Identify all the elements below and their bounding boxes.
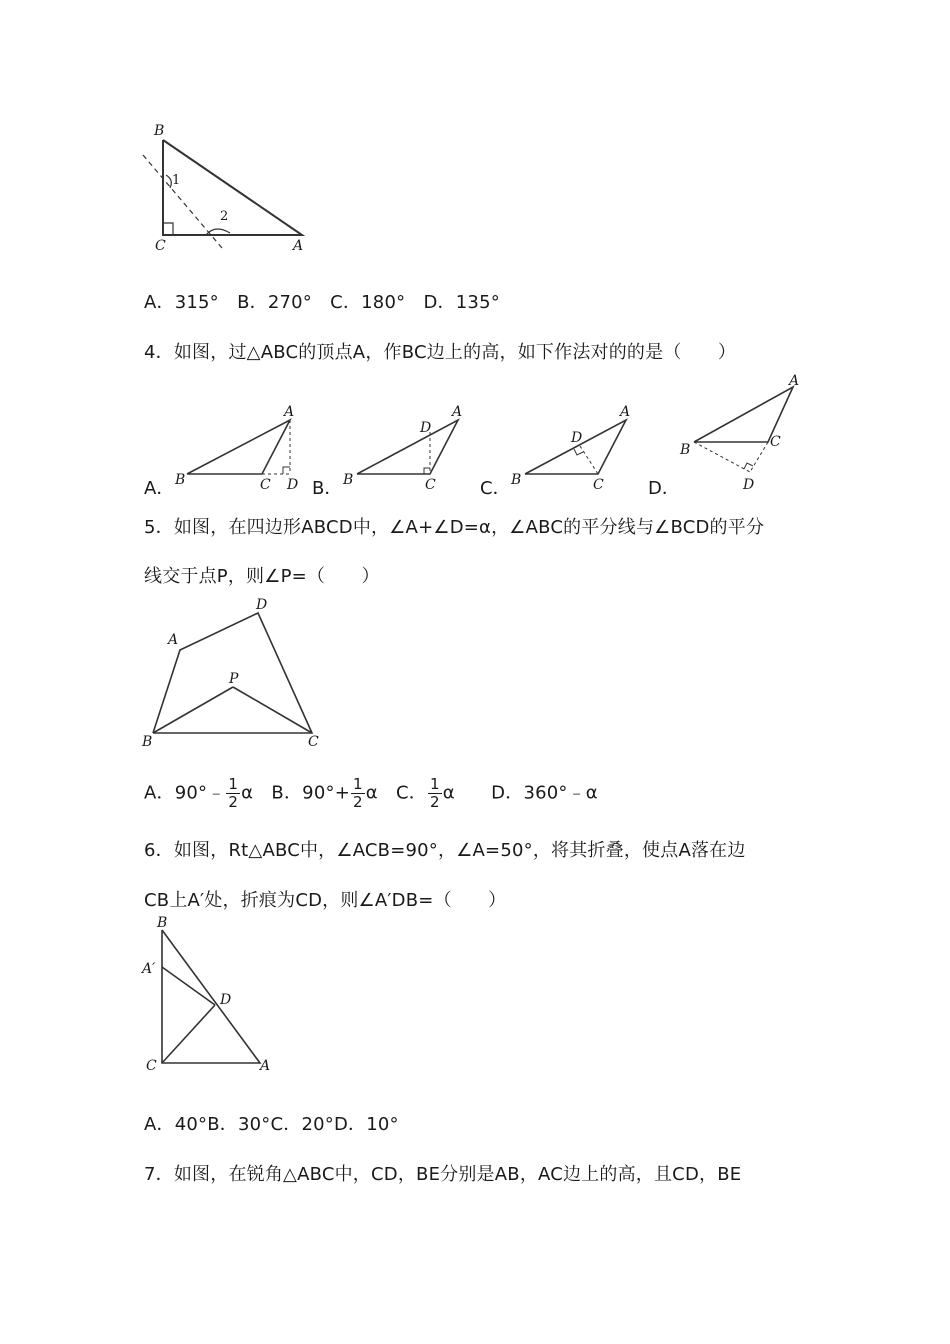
q5-fraction-c-num: 1 (429, 775, 440, 793)
q5-fraction-c (428, 776, 442, 811)
q4d-label-B: B (680, 442, 691, 458)
q6-label-D: D (220, 992, 232, 1008)
q5-options (144, 776, 598, 811)
q3-label-B: B (154, 123, 165, 139)
q4c-label-B: B (511, 472, 522, 488)
q3-label-1: 1 (172, 173, 181, 188)
q5-stem-line1: 5．如图，在四边形ABCD中，∠A+∠D=α，∠ABC的平分线与∠BCD的平分 (144, 517, 765, 538)
q3-label-2: 2 (220, 209, 229, 224)
q4a-label-D: D (287, 477, 299, 493)
q5-figure (140, 595, 340, 755)
q4b-label-C: C (425, 477, 436, 493)
q4-figure-a (170, 400, 310, 495)
q6-stem-line1: 6．如图，Rt△ABC中，∠ACB=90°，∠A=50°，将其折叠，使点A落在边 (144, 840, 746, 861)
q5-fraction-c-den: 2 (429, 793, 440, 811)
q4-option-b: B． (312, 478, 343, 499)
q5-option-b-prefix: α B．90°+ (241, 782, 350, 804)
q4b-label-B: B (343, 472, 354, 488)
q4b-label-A: A (452, 404, 463, 420)
q5-fraction-b-den: 2 (352, 793, 363, 811)
q4d-label-A: A (789, 373, 800, 389)
q6-figure (140, 915, 290, 1080)
q5-label-D: D (256, 597, 268, 613)
q5-label-A: A (168, 632, 179, 648)
q4a-label-C: C (260, 477, 271, 493)
q7-stem-line1: 7．如图，在锐角△ABC中，CD，BE分别是AB，AC边上的高，且CD，BE (144, 1164, 742, 1185)
q4-option-d: D． (648, 478, 680, 499)
q4-figure-c (508, 400, 648, 495)
q3-figure (140, 120, 320, 255)
q5-fraction-a-den: 2 (228, 793, 239, 811)
q4a-label-A: A (284, 404, 295, 420)
q5-fraction-b (351, 776, 365, 811)
q5-option-c-prefix: α C． (365, 782, 427, 804)
q4-stem: 4．如图，过△ABC的顶点A，作BC边上的高，如下作法对的的是（ ） (144, 342, 737, 363)
q4b-label-D: D (420, 420, 432, 436)
q5-label-C: C (308, 734, 319, 750)
q4d-label-C: C (770, 434, 781, 450)
q4-figure-d (676, 372, 816, 494)
q4a-label-B: B (175, 472, 186, 488)
q5-label-B: B (142, 734, 153, 750)
q5-label-P: P (229, 671, 239, 687)
q6-label-C: C (146, 1058, 157, 1074)
q6-label-Aprime: A′ (142, 961, 156, 977)
q3-options: A．315° B．270° C．180° D．135° (144, 292, 500, 313)
q4d-label-D: D (743, 477, 755, 493)
q3-label-C: C (155, 238, 166, 254)
q6-stem-line2: CB上A′处，折痕为CD，则∠A′DB=（ ） (144, 890, 507, 911)
q4-figure-b (340, 400, 480, 495)
q6-label-B: B (157, 915, 168, 931)
q6-options: A．40°B．30°C．20°D．10° (144, 1114, 399, 1135)
q4-option-c: C． (480, 478, 511, 499)
q5-option-a-prefix: A．90°﹣ (144, 782, 226, 804)
q4-option-a: A． (144, 478, 175, 499)
q5-stem-line2: 线交于点P，则∠P=（ ） (144, 566, 380, 587)
q3-label-A: A (293, 238, 304, 254)
q5-fraction-b-num: 1 (352, 775, 363, 793)
q5-fraction-a-num: 1 (228, 775, 239, 793)
q5-fraction-a (226, 776, 240, 811)
q6-label-A: A (260, 1058, 271, 1074)
q5-option-d: α D．360°﹣α (442, 782, 598, 804)
q4c-label-D: D (571, 430, 583, 446)
q4c-label-C: C (593, 477, 604, 493)
q4c-label-A: A (620, 404, 631, 420)
